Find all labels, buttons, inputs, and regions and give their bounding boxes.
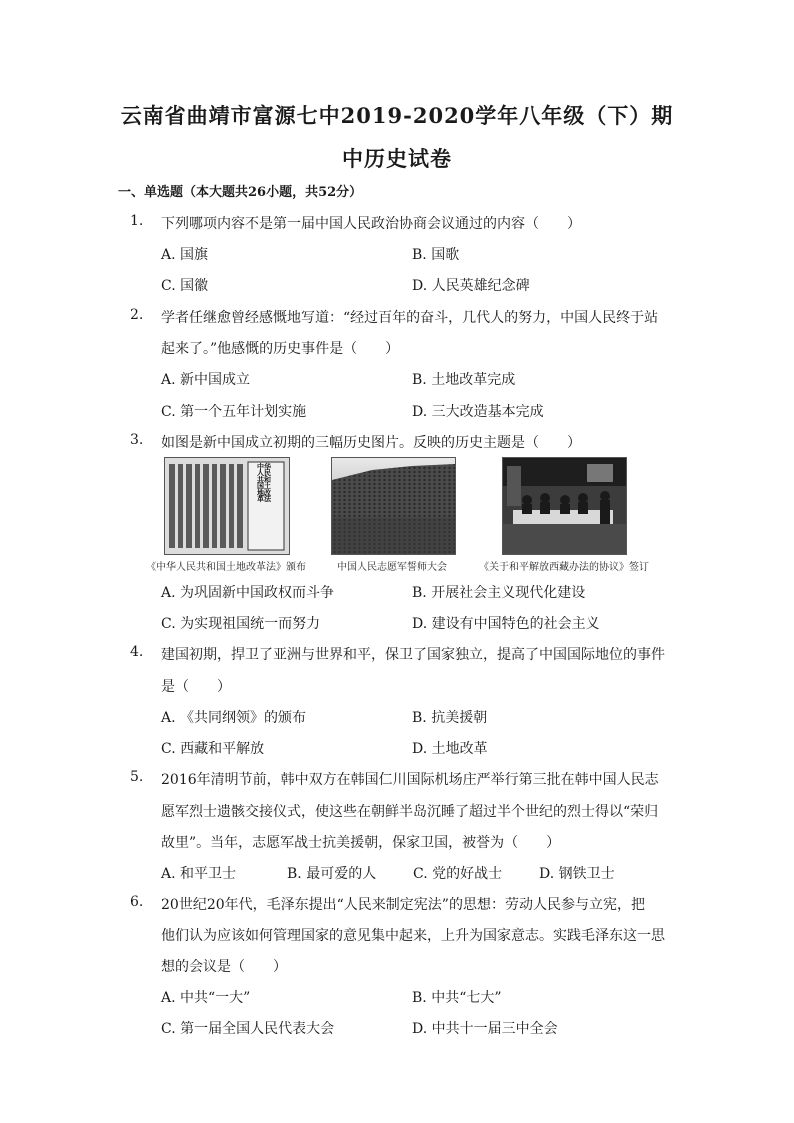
option-d: D. 建设有中国特色的社会主义 [412, 616, 600, 632]
caption-volunteer-army-rally: 中国人民志愿军誓师大会 [337, 562, 447, 573]
section-heading: 一、单选题（本大题共26小题，共52分） [118, 185, 363, 200]
caption-land-reform-law: 《中华人民共和国土地改革法》颁布 [146, 562, 306, 573]
option-a: A. 《共同纲领》的颁布 [161, 710, 307, 726]
option-a: A. 为巩固新中国政权而斗争 [161, 585, 335, 601]
question-text: 起来了。”他感慨的历史事件是（ ） [161, 341, 400, 357]
question-text: 20世纪20年代，毛泽东提出“人民来制定宪法”的思想：劳动人民参与立宪，把 [161, 897, 645, 913]
question-text: 如图是新中国成立初期的三幅历史图片。反映的历史主题是（ ） [161, 435, 581, 451]
exam-title-line-1: 云南省曲靖市富源七中2019-2020学年八年级（下）期 [120, 103, 674, 128]
question-text: 下列哪项内容不是第一届中国人民政治协商会议通过的内容（ ） [161, 216, 581, 232]
question-text: 建国初期，捍卫了亚洲与世界和平，保卫了国家独立，提高了中国国际地位的事件 [161, 647, 665, 663]
caption-tibet-agreement: 《关于和平解放西藏办法的协议》签订 [479, 562, 649, 573]
option-b: B. 中共“七大” [412, 990, 502, 1006]
question-text: 故里”。当年，志愿军战士抗美援朝，保家卫国，被誉为（ ） [161, 835, 561, 851]
option-c: C. 国徽 [161, 278, 209, 294]
option-d: D. 土地改革 [412, 741, 488, 757]
option-d: D. 钢铁卫士 [539, 866, 615, 882]
question-number: 3. [130, 432, 144, 448]
option-c: C. 党的好战士 [413, 866, 503, 882]
option-b: B. 最可爱的人 [287, 866, 377, 882]
question-number: 4. [130, 644, 144, 660]
photo-volunteer-army-rally [331, 457, 456, 555]
signing-ceremony-image [503, 458, 626, 554]
question-text: 愿军烈士遗骸交接仪式，使这些在朝鲜半岛沉睡了超过半个世纪的烈士得以“荣归 [161, 804, 659, 820]
option-c: C. 西藏和平解放 [161, 741, 265, 757]
photo-tibet-agreement [502, 457, 627, 555]
question-text: 是（ ） [161, 679, 231, 695]
crowd-image [332, 458, 455, 554]
option-b: B. 国歌 [412, 247, 460, 263]
exam-title-line-2: 中历史试卷 [342, 146, 452, 171]
option-a: A. 中共“一大” [161, 990, 251, 1006]
photo-land-reform-law [164, 457, 290, 555]
question-number: 6. [130, 894, 144, 910]
question-number: 2. [130, 307, 144, 323]
option-b: B. 抗美援朝 [412, 710, 488, 726]
option-a: A. 国旗 [161, 247, 209, 263]
question-number: 1. [130, 213, 144, 229]
question-text: 想的会议是（ ） [161, 959, 287, 975]
option-b: B. 开展社会主义现代化建设 [412, 585, 586, 601]
option-c: C. 第一届全国人民代表大会 [161, 1021, 335, 1037]
question-text: 2016年清明节前，韩中双方在韩国仁川国际机场庄严举行第三批在韩中国人民志 [161, 772, 659, 788]
option-a: A. 新中国成立 [161, 372, 251, 388]
option-d: D. 中共十一届三中全会 [412, 1021, 558, 1037]
question-number: 5. [130, 769, 144, 785]
option-c: C. 为实现祖国统一而努力 [161, 616, 321, 632]
question-text: 他们认为应该如何管理国家的意见集中起来，上升为国家意志。实践毛泽东这一思 [161, 928, 665, 944]
question-text: 学者任继愈曾经感慨地写道：“经过百年的奋斗，几代人的努力，中国人民终于站 [161, 310, 659, 326]
option-c: C. 第一个五年计划实施 [161, 404, 307, 420]
option-a: A. 和平卫士 [161, 866, 237, 882]
option-d: D. 人民英雄纪念碑 [412, 278, 530, 294]
option-d: D. 三大改造基本完成 [412, 404, 544, 420]
option-b: B. 土地改革完成 [412, 372, 516, 388]
newspaper-headline: 中华人民共和国土地改革法 [257, 462, 271, 504]
